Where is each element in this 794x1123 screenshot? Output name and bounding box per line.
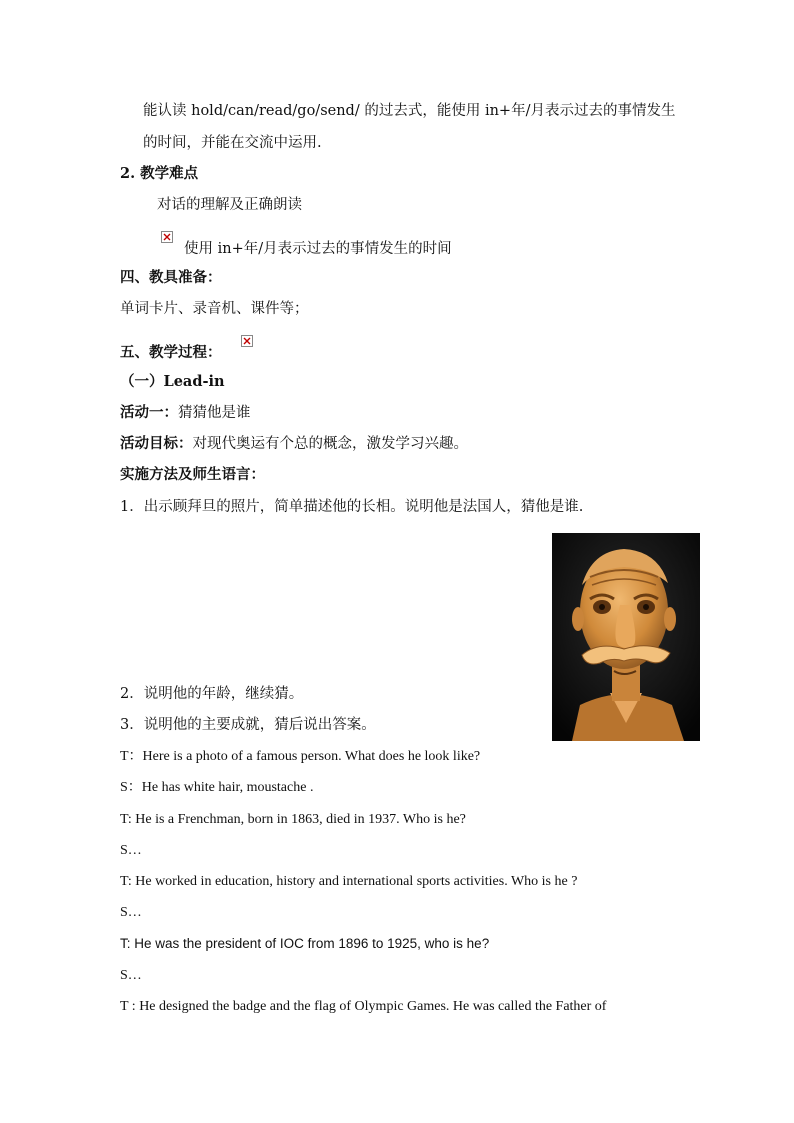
- dialogue-line-4: S…: [120, 843, 142, 858]
- section-lead-in: （一）Lead-in: [120, 373, 225, 390]
- activity-one-text: 猜猜他是谁: [178, 405, 251, 421]
- teaching-aids-text: 单词卡片、录音机、课件等；: [120, 301, 309, 317]
- dialogue-line-8: S…: [120, 968, 142, 983]
- step-2: 2．说明他的年龄，继续猜。: [120, 686, 304, 702]
- activity-goal-label: 活动目标：: [120, 435, 193, 452]
- wood-carving-portrait-photo: [552, 533, 700, 741]
- dialogue-line-5: T: He worked in education, history and international sports activities. Who is he ?: [120, 874, 578, 889]
- objective-line-1: 能认读 hold/can/read/go/send/ 的过去式，能使用 in+年/月表示过去的事情发生: [143, 103, 676, 119]
- difficulty-item-2: 使用 in+年/月表示过去的事情发生的时间: [184, 241, 452, 257]
- implementation-heading: 实施方法及师生语言：: [120, 466, 265, 483]
- activity-one: [120, 403, 251, 423]
- dialogue-line-9: T : He designed the badge and the flag of Olympic Games. He was called the Father of: [120, 999, 607, 1014]
- dialogue-line-3: T: He is a Frenchman, born in 1863, died in 1937. Who is he?: [120, 812, 466, 827]
- activity-one-label: 活动一：: [120, 404, 178, 421]
- step-3: 3．说明他的主要成就，猜后说出答案。: [120, 717, 376, 733]
- dialogue-line-1: T：Here is a photo of a famous person. What does he look like?: [120, 749, 481, 764]
- difficulty-item-1: 对话的理解及正确朗读: [157, 197, 302, 213]
- dialogue-line-2: S：He has white hair, moustache .: [120, 780, 314, 795]
- heading-difficulty: 2. 教学难点: [120, 165, 199, 182]
- objective-line-2: 的时间，并能在交流中运用.: [143, 135, 322, 151]
- activity-goal: [120, 434, 468, 454]
- broken-image-icon: [161, 231, 173, 243]
- heading-teaching-process: 五、教学过程：: [120, 344, 222, 361]
- activity-goal-text: 对现代奥运有个总的概念，激发学习兴趣。: [192, 436, 468, 452]
- broken-image-icon: [241, 335, 253, 347]
- step-1: 1．出示顾拜旦的照片，简单描述他的长相。说明他是法国人，猜他是谁.: [120, 499, 584, 515]
- dialogue-line-6: S…: [120, 905, 142, 920]
- heading-teaching-aids: 四、教具准备：: [120, 269, 222, 286]
- dialogue-line-7: T: He was the president of IOC from 1896 to 1925, who is he?: [120, 936, 490, 951]
